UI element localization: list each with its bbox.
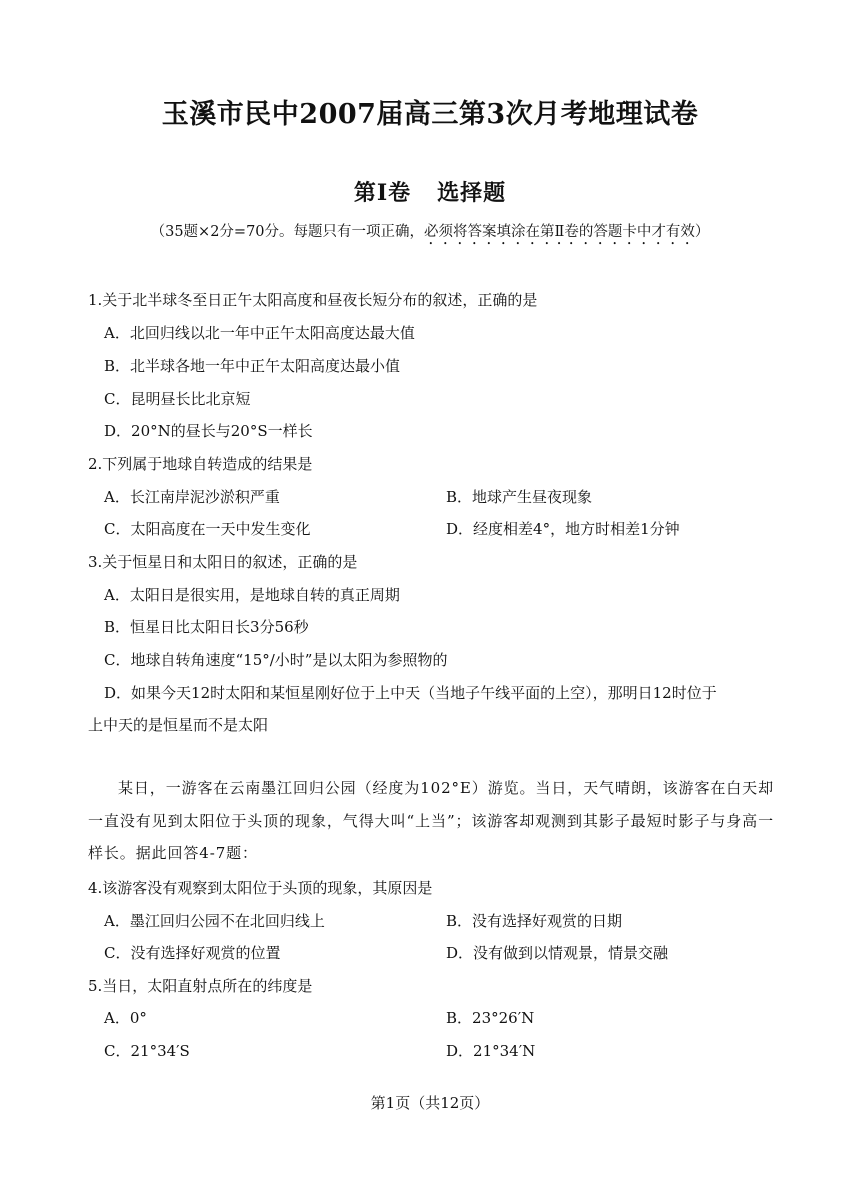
question-4-option-c: C．没有选择好观赏的位置	[104, 944, 281, 962]
question-5-stem: 5.当日，太阳直射点所在的纬度是	[88, 977, 313, 995]
question-1-option-b: B．北半球各地一年中正午太阳高度达最小值	[104, 357, 401, 375]
question-5-option-b: B．23°26′N	[446, 1009, 535, 1027]
question-1-stem: 1.关于北半球冬至日正午太阳高度和昼夜长短分布的叙述，正确的是	[88, 291, 538, 309]
question-1-option-a: A．北回归线以北一年中正午太阳高度达最大值	[104, 324, 415, 342]
instructions-note	[0, 220, 860, 248]
note-emphasis: 必须将答案填涂在第Ⅱ卷的答题卡中才有效	[424, 224, 695, 240]
note-pre: （35题×2分=70分。每题只有一项正确，	[150, 224, 425, 240]
question-5-option-d: D．21°34′N	[446, 1042, 536, 1060]
question-3-stem: 3.关于恒星日和太阳日的叙述，正确的是	[88, 553, 358, 571]
section-heading	[0, 176, 860, 207]
question-5-option-c: C．21°34′S	[104, 1042, 190, 1060]
page-title: 玉溪市民中2007届高三第3次月考地理试卷	[161, 99, 699, 130]
question-3-option-b: B．恒星日比太阳日长3分56秒	[104, 618, 309, 636]
question-3-option-c: C．地球自转角速度“15°/小时”是以太阳为参照物的	[104, 651, 448, 669]
question-4-stem: 4.该游客没有观察到太阳位于头顶的现象，其原因是	[88, 879, 433, 897]
question-2-option-a: A．长江南岸泥沙淤积严重	[104, 488, 280, 506]
note-post: ）	[694, 224, 710, 240]
section-part: 第Ⅰ卷	[353, 180, 412, 206]
question-5-option-a: A．0°	[104, 1009, 147, 1027]
question-3-option-d: D．如果今天12时太阳和某恒星刚好位于上中天（当地子午线平面的上空），那明日12时位于	[104, 684, 717, 702]
question-1-option-d: D．20°N的昼长与20°S一样长	[104, 422, 313, 440]
question-4-option-b: B．没有选择好观赏的日期	[446, 912, 623, 930]
question-4-option-d: D．没有做到以情观景，情景交融	[446, 944, 669, 962]
question-2-option-d: D．经度相差4°，地方时相差1分钟	[446, 520, 680, 538]
question-3-option-d-continuation: 上中天的是恒星而不是太阳	[88, 716, 269, 734]
page-footer: 第1页（共12页）	[370, 1094, 490, 1112]
question-4-option-a: A．墨江回归公园不在北回归线上	[104, 912, 325, 930]
reading-passage: 某日，一游客在云南墨江回归公园（经度为102°E）游览。当日，天气晴朗，该游客在白天却一直没有见到太阳位于头顶的现象，气得大叫“上当”；该游客却观测到其影子最短时影子与身高一样长。据此回答4-7题：	[88, 779, 774, 862]
question-1-option-c: C．昆明昼长比北京短	[104, 390, 251, 408]
question-2-option-c: C．太阳高度在一天中发生变化	[104, 520, 311, 538]
section-name: 选择题	[437, 180, 507, 206]
question-2-option-b: B．地球产生昼夜现象	[446, 488, 593, 506]
question-3-option-a: A．太阳日是很实用，是地球自转的真正周期	[104, 586, 400, 604]
question-2-stem: 2.下列属于地球自转造成的结果是	[88, 455, 313, 473]
